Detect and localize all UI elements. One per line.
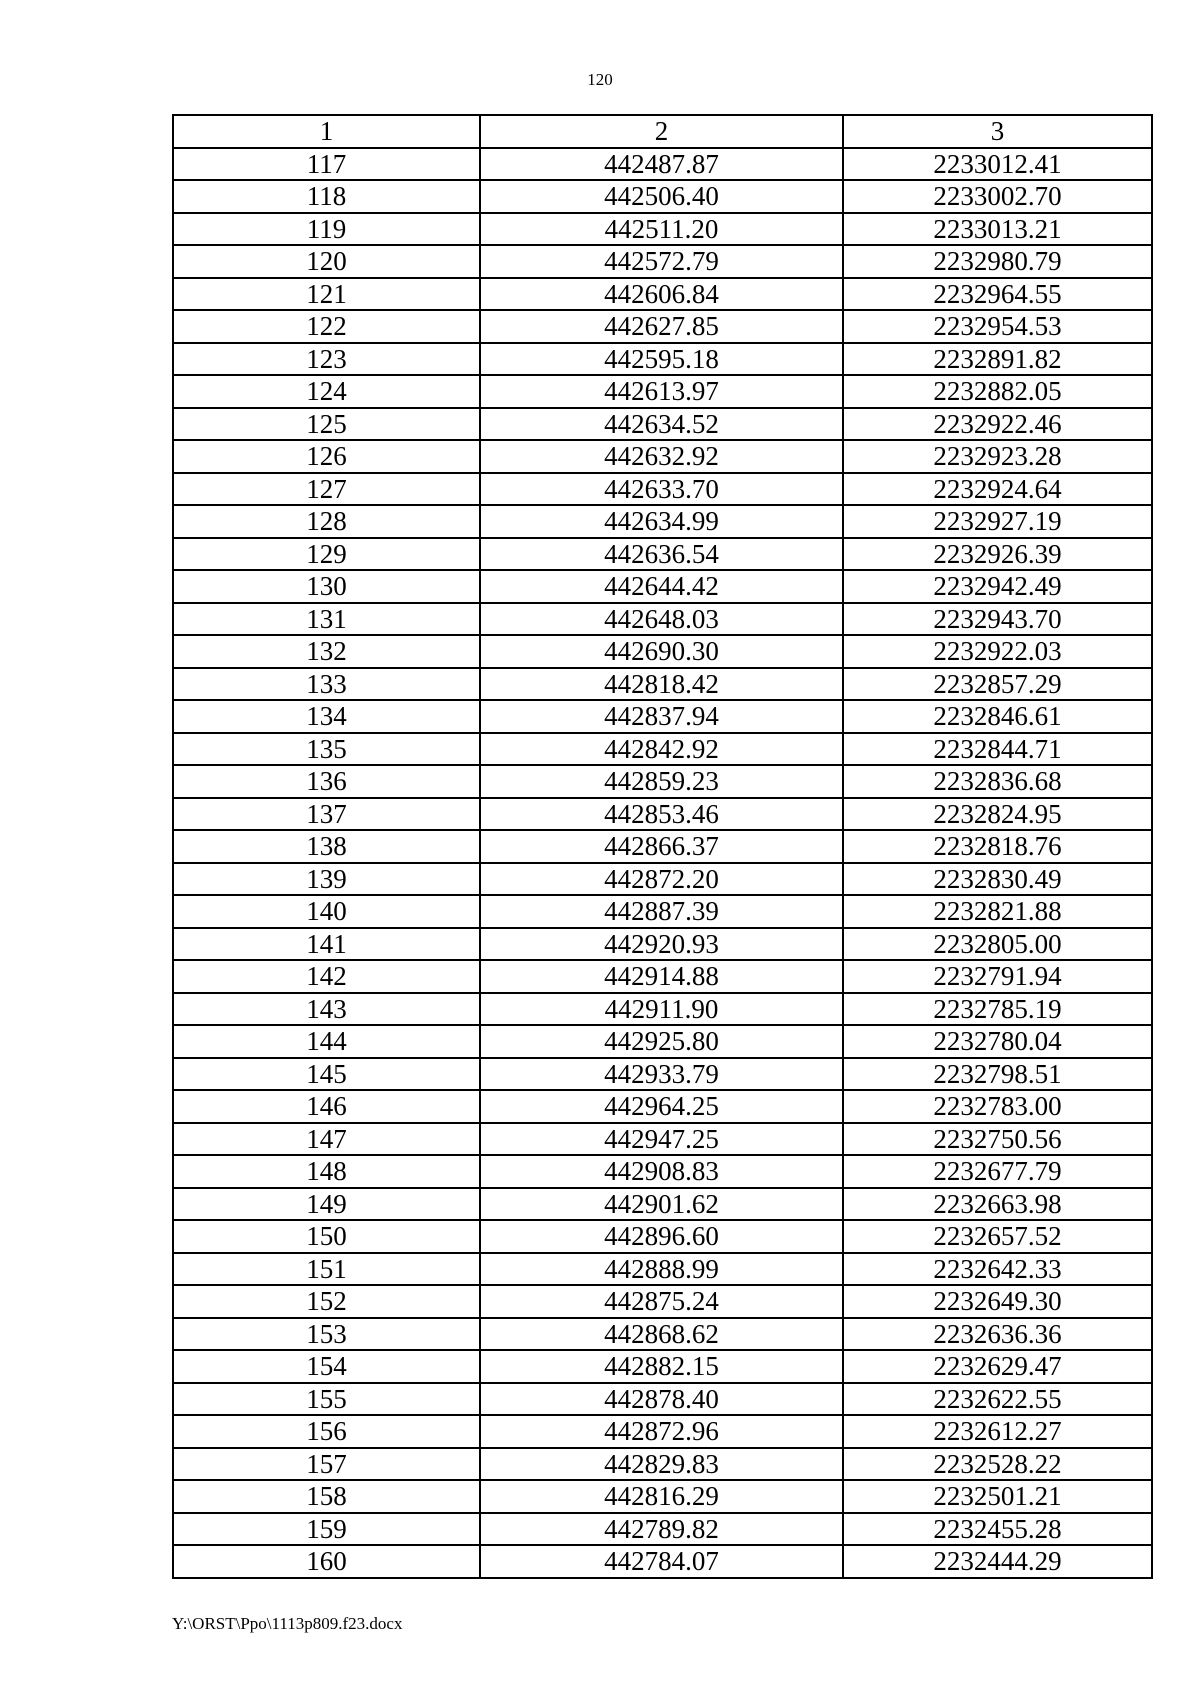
point-number-cell: 157 — [173, 1448, 480, 1481]
coordinate-y-cell: 2232649.30 — [843, 1285, 1152, 1318]
table-row — [173, 278, 1152, 311]
coordinate-y-cell: 2232857.29 — [843, 668, 1152, 701]
coordinate-y-cell: 2232846.61 — [843, 700, 1152, 733]
coordinate-y-cell: 2232882.05 — [843, 375, 1152, 408]
point-number-cell: 117 — [173, 148, 480, 181]
table-row — [173, 1123, 1152, 1156]
point-number-cell: 121 — [173, 278, 480, 311]
coordinate-x-cell: 442829.83 — [480, 1448, 843, 1481]
coordinate-y-cell: 2232923.28 — [843, 440, 1152, 473]
point-number-cell: 125 — [173, 408, 480, 441]
coordinate-y-cell: 2232783.00 — [843, 1090, 1152, 1123]
coordinate-x-cell: 442633.70 — [480, 473, 843, 506]
point-number-cell: 148 — [173, 1155, 480, 1188]
coordinate-y-cell: 2232657.52 — [843, 1220, 1152, 1253]
coordinate-x-cell: 442947.25 — [480, 1123, 843, 1156]
point-number-cell: 159 — [173, 1513, 480, 1546]
table-row — [173, 960, 1152, 993]
table-row — [173, 1220, 1152, 1253]
page-number: 120 — [587, 70, 613, 89]
point-number-cell: 138 — [173, 830, 480, 863]
point-number-cell: 150 — [173, 1220, 480, 1253]
coordinate-y-cell: 2232612.27 — [843, 1415, 1152, 1448]
table-row — [173, 343, 1152, 376]
coordinate-y-cell: 2232444.29 — [843, 1545, 1152, 1578]
coordinate-y-cell: 2232927.19 — [843, 505, 1152, 538]
coordinate-x-cell: 442911.90 — [480, 993, 843, 1026]
coordinate-x-cell: 442636.54 — [480, 538, 843, 571]
table-row — [173, 538, 1152, 571]
point-number-cell: 151 — [173, 1253, 480, 1286]
coordinate-y-cell: 2232818.76 — [843, 830, 1152, 863]
header-cell-3: 3 — [843, 115, 1152, 148]
table-row — [173, 1025, 1152, 1058]
coordinate-y-cell: 2232922.03 — [843, 635, 1152, 668]
coordinate-y-cell: 2232824.95 — [843, 798, 1152, 831]
coordinate-y-cell: 2232455.28 — [843, 1513, 1152, 1546]
coordinate-y-cell: 2232942.49 — [843, 570, 1152, 603]
table-row — [173, 1058, 1152, 1091]
table-row — [173, 1318, 1152, 1351]
coordinate-y-cell: 2232830.49 — [843, 863, 1152, 896]
point-number-cell: 156 — [173, 1415, 480, 1448]
point-number-cell: 137 — [173, 798, 480, 831]
point-number-cell: 160 — [173, 1545, 480, 1578]
coordinate-x-cell: 442896.60 — [480, 1220, 843, 1253]
coordinate-x-cell: 442925.80 — [480, 1025, 843, 1058]
point-number-cell: 132 — [173, 635, 480, 668]
coordinate-x-cell: 442875.24 — [480, 1285, 843, 1318]
table-row — [173, 375, 1152, 408]
coordinate-x-cell: 442887.39 — [480, 895, 843, 928]
coordinate-x-cell: 442632.92 — [480, 440, 843, 473]
coordinate-y-cell: 2232642.33 — [843, 1253, 1152, 1286]
table-row — [173, 863, 1152, 896]
coordinate-x-cell: 442859.23 — [480, 765, 843, 798]
coordinate-x-cell: 442908.83 — [480, 1155, 843, 1188]
point-number-cell: 128 — [173, 505, 480, 538]
coordinate-x-cell: 442506.40 — [480, 180, 843, 213]
coordinate-x-cell: 442634.52 — [480, 408, 843, 441]
table-row — [173, 180, 1152, 213]
coordinate-y-cell: 2232785.19 — [843, 993, 1152, 1026]
point-number-cell: 129 — [173, 538, 480, 571]
point-number-cell: 143 — [173, 993, 480, 1026]
coordinate-y-cell: 2232663.98 — [843, 1188, 1152, 1221]
table-row — [173, 1480, 1152, 1513]
point-number-cell: 140 — [173, 895, 480, 928]
coordinate-y-cell: 2232954.53 — [843, 310, 1152, 343]
coordinate-y-cell: 2232501.21 — [843, 1480, 1152, 1513]
table-row — [173, 798, 1152, 831]
coordinate-x-cell: 442914.88 — [480, 960, 843, 993]
coordinate-y-cell: 2232844.71 — [843, 733, 1152, 766]
point-number-cell: 155 — [173, 1383, 480, 1416]
table-row — [173, 603, 1152, 636]
coordinate-x-cell: 442690.30 — [480, 635, 843, 668]
coordinate-x-cell: 442872.96 — [480, 1415, 843, 1448]
footer-file-path: Y:\ORST\Ppo\1113p809.f23.docx — [172, 1614, 403, 1633]
coordinate-y-cell: 2233012.41 — [843, 148, 1152, 181]
table-row — [173, 148, 1152, 181]
coordinate-x-cell: 442572.79 — [480, 245, 843, 278]
coordinate-x-cell: 442888.99 — [480, 1253, 843, 1286]
coordinate-y-cell: 2232922.46 — [843, 408, 1152, 441]
coordinate-x-cell: 442487.87 — [480, 148, 843, 181]
coordinate-y-cell: 2232964.55 — [843, 278, 1152, 311]
coordinate-x-cell: 442648.03 — [480, 603, 843, 636]
table-row — [173, 700, 1152, 733]
coordinate-y-cell: 2232791.94 — [843, 960, 1152, 993]
point-number-cell: 119 — [173, 213, 480, 246]
coordinate-x-cell: 442784.07 — [480, 1545, 843, 1578]
point-number-cell: 152 — [173, 1285, 480, 1318]
coordinate-x-cell: 442866.37 — [480, 830, 843, 863]
point-number-cell: 123 — [173, 343, 480, 376]
coordinate-y-cell: 2232924.64 — [843, 473, 1152, 506]
coordinate-y-cell: 2232677.79 — [843, 1155, 1152, 1188]
coordinate-y-cell: 2233002.70 — [843, 180, 1152, 213]
table-row — [173, 1448, 1152, 1481]
table-row — [173, 895, 1152, 928]
table-row — [173, 408, 1152, 441]
table-row — [173, 245, 1152, 278]
coordinate-y-cell: 2232805.00 — [843, 928, 1152, 961]
point-number-cell: 147 — [173, 1123, 480, 1156]
point-number-cell: 142 — [173, 960, 480, 993]
table-header-row — [173, 115, 1152, 148]
coordinate-x-cell: 442920.93 — [480, 928, 843, 961]
table-row — [173, 733, 1152, 766]
table-row — [173, 1350, 1152, 1383]
coordinate-y-cell: 2233013.21 — [843, 213, 1152, 246]
point-number-cell: 118 — [173, 180, 480, 213]
coordinate-y-cell: 2232980.79 — [843, 245, 1152, 278]
point-number-cell: 136 — [173, 765, 480, 798]
coordinate-y-cell: 2232836.68 — [843, 765, 1152, 798]
coordinate-x-cell: 442901.62 — [480, 1188, 843, 1221]
coordinate-x-cell: 442882.15 — [480, 1350, 843, 1383]
table-row — [173, 635, 1152, 668]
table-row — [173, 1253, 1152, 1286]
coordinate-x-cell: 442878.40 — [480, 1383, 843, 1416]
header-cell-2: 2 — [480, 115, 843, 148]
table-row — [173, 928, 1152, 961]
table-row — [173, 1285, 1152, 1318]
point-number-cell: 141 — [173, 928, 480, 961]
table-row — [173, 668, 1152, 701]
coordinates-table — [172, 114, 1153, 1579]
coordinate-y-cell: 2232636.36 — [843, 1318, 1152, 1351]
point-number-cell: 153 — [173, 1318, 480, 1351]
table-row — [173, 1415, 1152, 1448]
point-number-cell: 134 — [173, 700, 480, 733]
point-number-cell: 126 — [173, 440, 480, 473]
coordinate-y-cell: 2232821.88 — [843, 895, 1152, 928]
coordinate-x-cell: 442872.20 — [480, 863, 843, 896]
coordinate-x-cell: 442789.82 — [480, 1513, 843, 1546]
coordinate-x-cell: 442853.46 — [480, 798, 843, 831]
point-number-cell: 139 — [173, 863, 480, 896]
table-row — [173, 1188, 1152, 1221]
table-row — [173, 505, 1152, 538]
coordinate-x-cell: 442837.94 — [480, 700, 843, 733]
point-number-cell: 158 — [173, 1480, 480, 1513]
point-number-cell: 131 — [173, 603, 480, 636]
table-row — [173, 440, 1152, 473]
table-row — [173, 213, 1152, 246]
point-number-cell: 120 — [173, 245, 480, 278]
point-number-cell: 154 — [173, 1350, 480, 1383]
coordinate-y-cell: 2232891.82 — [843, 343, 1152, 376]
table-row — [173, 1513, 1152, 1546]
header-cell-1: 1 — [173, 115, 480, 148]
table-row — [173, 1545, 1152, 1578]
table-row — [173, 1383, 1152, 1416]
coordinate-x-cell: 442606.84 — [480, 278, 843, 311]
point-number-cell: 135 — [173, 733, 480, 766]
coordinate-y-cell: 2232943.70 — [843, 603, 1152, 636]
coordinate-x-cell: 442511.20 — [480, 213, 843, 246]
coordinate-x-cell: 442842.92 — [480, 733, 843, 766]
point-number-cell: 149 — [173, 1188, 480, 1221]
point-number-cell: 127 — [173, 473, 480, 506]
table-row — [173, 993, 1152, 1026]
coordinate-x-cell: 442933.79 — [480, 1058, 843, 1091]
point-number-cell: 122 — [173, 310, 480, 343]
coordinate-x-cell: 442868.62 — [480, 1318, 843, 1351]
table-row — [173, 1090, 1152, 1123]
coordinate-y-cell: 2232750.56 — [843, 1123, 1152, 1156]
point-number-cell: 133 — [173, 668, 480, 701]
point-number-cell: 145 — [173, 1058, 480, 1091]
table-row — [173, 310, 1152, 343]
table-row — [173, 765, 1152, 798]
coordinate-y-cell: 2232926.39 — [843, 538, 1152, 571]
table-row — [173, 570, 1152, 603]
coordinate-y-cell: 2232622.55 — [843, 1383, 1152, 1416]
coordinate-y-cell: 2232528.22 — [843, 1448, 1152, 1481]
coordinate-x-cell: 442818.42 — [480, 668, 843, 701]
coordinate-x-cell: 442644.42 — [480, 570, 843, 603]
coordinate-x-cell: 442627.85 — [480, 310, 843, 343]
point-number-cell: 130 — [173, 570, 480, 603]
coordinate-y-cell: 2232629.47 — [843, 1350, 1152, 1383]
table-row — [173, 473, 1152, 506]
coordinate-y-cell: 2232798.51 — [843, 1058, 1152, 1091]
coordinate-x-cell: 442816.29 — [480, 1480, 843, 1513]
table-row — [173, 830, 1152, 863]
coordinate-x-cell: 442613.97 — [480, 375, 843, 408]
coordinate-x-cell: 442964.25 — [480, 1090, 843, 1123]
table-body — [173, 115, 1152, 1578]
table-row — [173, 1155, 1152, 1188]
coordinate-y-cell: 2232780.04 — [843, 1025, 1152, 1058]
point-number-cell: 144 — [173, 1025, 480, 1058]
coordinate-x-cell: 442595.18 — [480, 343, 843, 376]
point-number-cell: 146 — [173, 1090, 480, 1123]
coordinate-x-cell: 442634.99 — [480, 505, 843, 538]
point-number-cell: 124 — [173, 375, 480, 408]
